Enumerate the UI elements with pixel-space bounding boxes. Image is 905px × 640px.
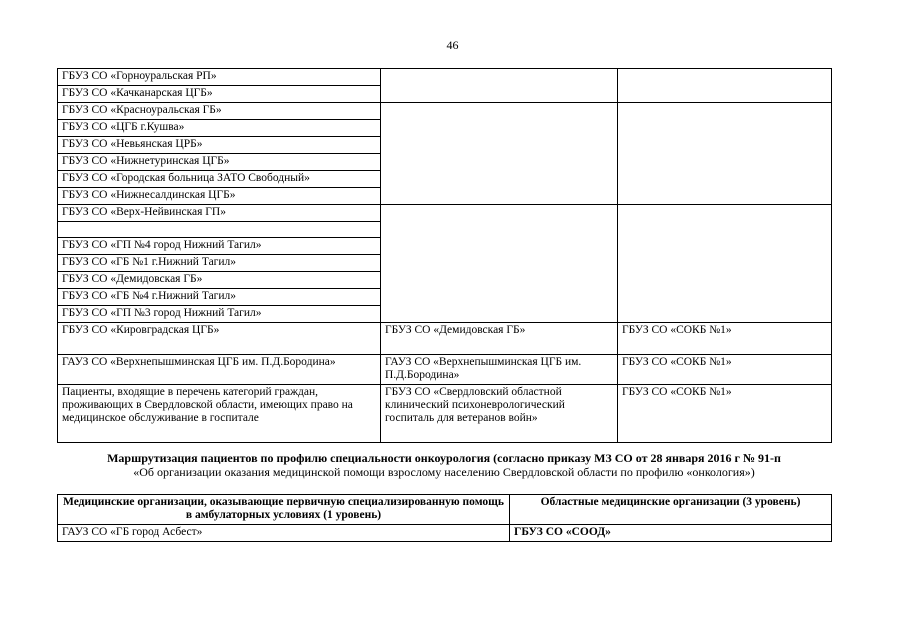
table-row bbox=[58, 355, 832, 385]
table-row bbox=[58, 103, 832, 120]
cell-level2: ГБУЗ СО «Свердловский областной клинический психоневрологический госпиталь для ветеранов войн» bbox=[381, 385, 618, 443]
page-number: 46 bbox=[446, 38, 459, 52]
cell-level3: ГБУЗ СО «СОКБ №1» bbox=[618, 323, 832, 355]
cell-level3 bbox=[618, 69, 832, 103]
cell-level3 bbox=[618, 205, 832, 323]
cell-organization: ГБУЗ СО «Невьянская ЦРБ» bbox=[58, 137, 381, 154]
table-row bbox=[58, 525, 832, 542]
cell-organization: ГАУЗ СО «Верхнепышминская ЦГБ им. П.Д.Бородина» bbox=[58, 355, 381, 385]
table-row bbox=[58, 385, 832, 443]
cell-organization: ГБУЗ СО «ГП №3 город Нижний Тагил» bbox=[58, 306, 381, 323]
column-header-level3: Областные медицинские организации (3 уровень) bbox=[510, 495, 832, 525]
table-row bbox=[58, 69, 832, 86]
cell-organization: Пациенты, входящие в перечень категорий граждан, проживающих в Свердловской области, имеющих право на медицинское обслуживание в госпитале bbox=[58, 385, 381, 443]
cell-organization: ГБУЗ СО «Горноуральская РП» bbox=[58, 69, 381, 86]
routing-table-1 bbox=[57, 68, 832, 443]
cell-organization: ГБУЗ СО «ГБ №4 г.Нижний Тагил» bbox=[58, 289, 381, 306]
table-row bbox=[58, 323, 832, 355]
cell-level2 bbox=[381, 205, 618, 323]
cell-level1: ГАУЗ СО «ГБ город Асбест» bbox=[58, 525, 510, 542]
column-header-level1: Медицинские организации, оказывающие первичную специализированную помощь в амбулаторных условиях (1 уровень) bbox=[58, 495, 510, 525]
routing-table-2 bbox=[57, 494, 832, 542]
table-row bbox=[58, 205, 832, 222]
cell-level2 bbox=[381, 69, 618, 103]
cell-level2: ГАУЗ СО «Верхнепышминская ЦГБ им. П.Д.Бородина» bbox=[381, 355, 618, 385]
cell-organization: ГБУЗ СО «Качканарская ЦГБ» bbox=[58, 86, 381, 103]
cell-organization: ГБУЗ СО «Нижнесалдинская ЦГБ» bbox=[58, 188, 381, 205]
cell-organization: ГБУЗ СО «ЦГБ г.Кушва» bbox=[58, 120, 381, 137]
cell-level2: ГБУЗ СО «Демидовская ГБ» bbox=[381, 323, 618, 355]
cell-level3: ГБУЗ СО «СОКБ №1» bbox=[618, 385, 832, 443]
cell-organization: ГБУЗ СО «Городская больница ЗАТО Свободный» bbox=[58, 171, 381, 188]
table-header-row bbox=[58, 495, 832, 525]
cell-organization: ГБУЗ СО «Демидовская ГБ» bbox=[58, 272, 381, 289]
cell-organization: ГБУЗ СО «Верх-Нейвинская ГП» bbox=[58, 205, 381, 222]
cell-organization bbox=[58, 222, 381, 238]
cell-level3: ГБУЗ СО «СОКБ №1» bbox=[618, 355, 832, 385]
section-heading: Маршрутизация пациентов по профилю специальности онкоурология (согласно приказу МЗ СО от 28 января 2016 г № 91-п bbox=[107, 451, 781, 465]
section-title bbox=[57, 451, 831, 479]
cell-organization: ГБУЗ СО «Кировградская ЦГБ» bbox=[58, 323, 381, 355]
cell-organization: ГБУЗ СО «Нижнетуринская ЦГБ» bbox=[58, 154, 381, 171]
section-subheading: «Об организации оказания медицинской помощи взрослому населению Свердловской области по профилю «онкология») bbox=[133, 465, 755, 479]
cell-level2 bbox=[381, 103, 618, 205]
cell-organization: ГБУЗ СО «ГП №4 город Нижний Тагил» bbox=[58, 238, 381, 255]
cell-organization: ГБУЗ СО «ГБ №1 г.Нижний Тагил» bbox=[58, 255, 381, 272]
cell-level3 bbox=[618, 103, 832, 205]
cell-level3: ГБУЗ СО «СООД» bbox=[510, 525, 832, 542]
cell-organization: ГБУЗ СО «Красноуральская ГБ» bbox=[58, 103, 381, 120]
